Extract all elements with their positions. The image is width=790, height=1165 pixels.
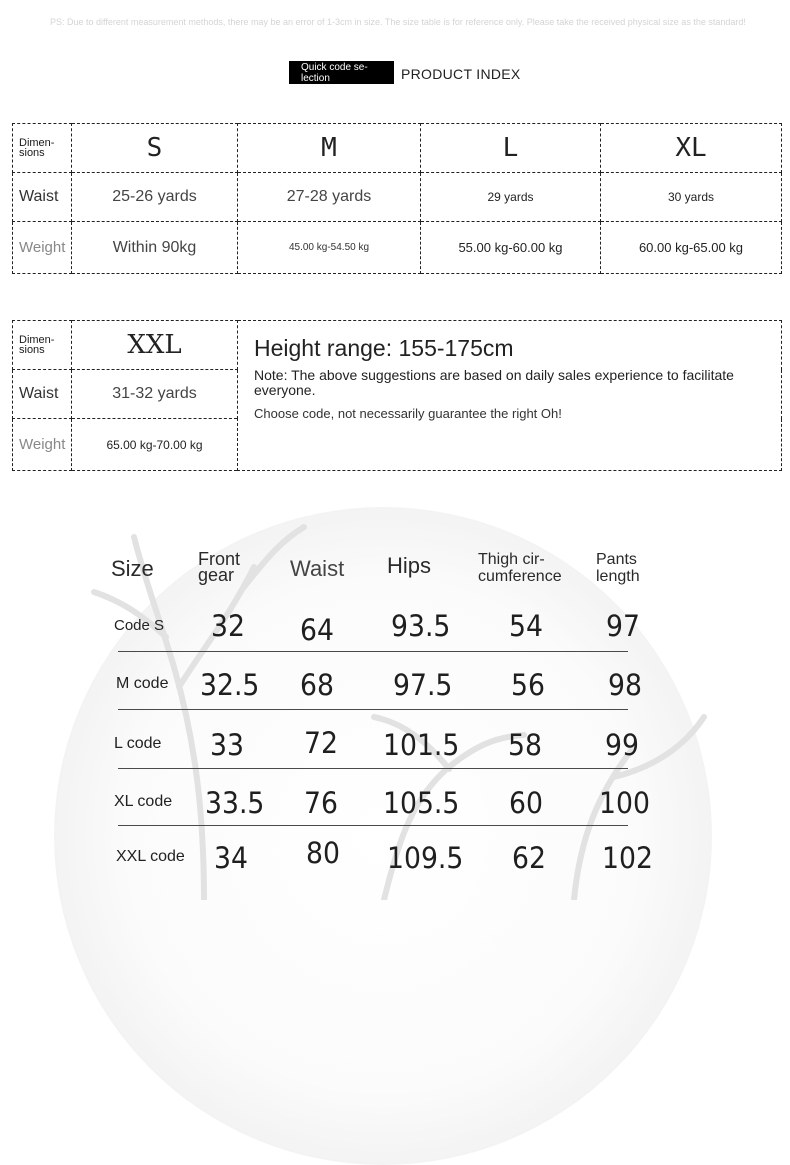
weight-label: Weight xyxy=(13,419,72,471)
product-index-title: PRODUCT INDEX xyxy=(401,66,521,82)
cell-hips-m: 97.5 xyxy=(393,668,453,702)
size-index-table xyxy=(12,123,782,274)
cell-hips-xl: 105.5 xyxy=(383,786,460,820)
height-range: Height range: 155-175cm xyxy=(254,335,514,361)
weight-l: 55.00 kg-60.00 kg xyxy=(421,222,601,274)
dimensions-label: Dimen- sions xyxy=(13,321,72,370)
row-divider xyxy=(118,651,628,652)
fit-disclaimer: Choose code, not necessarily guarantee the right Oh! xyxy=(254,406,562,421)
waist-label: Waist xyxy=(13,370,72,419)
cell-front-l: 33 xyxy=(210,728,244,762)
weight-xxl: 65.00 kg-70.00 kg xyxy=(72,419,238,471)
header-waist: Waist xyxy=(290,556,345,581)
size-m-heading: M xyxy=(238,124,421,173)
cell-thigh-xxl: 62 xyxy=(512,841,546,875)
cell-waist-xxl: 80 xyxy=(306,836,340,870)
waist-s: 25-26 yards xyxy=(72,173,238,222)
size-s-heading: S xyxy=(72,124,238,173)
cell-thigh-m: 56 xyxy=(511,668,545,702)
weight-xl: 60.00 kg-65.00 kg xyxy=(601,222,782,274)
row-label-xl: XL code xyxy=(114,793,173,810)
cell-front-xl: 33.5 xyxy=(205,786,265,820)
cell-hips-l: 101.5 xyxy=(383,728,460,762)
cell-waist-m: 68 xyxy=(300,668,334,702)
cell-length-m: 98 xyxy=(608,668,642,702)
size-note-panel xyxy=(238,321,782,471)
measurement-disclaimer: PS: Due to different measurement methods, there may be an error of 1-3cm in size. The size table is for reference only. Please take the received physical size as the standard! xyxy=(50,17,746,27)
waist-label: Waist xyxy=(13,173,72,222)
waist-xl: 30 yards xyxy=(601,173,782,222)
size-xxl-heading: XXL xyxy=(72,321,238,370)
header-front-gear: Front gear xyxy=(198,549,241,585)
cell-thigh-s: 54 xyxy=(509,609,543,643)
cell-front-m: 32.5 xyxy=(200,668,260,702)
cell-thigh-xl: 60 xyxy=(509,786,543,820)
quick-code-badge: Quick code se- lection xyxy=(289,61,394,84)
cell-front-s: 32 xyxy=(211,609,245,643)
waist-m: 27-28 yards xyxy=(238,173,421,222)
weight-m: 45.00 kg-54.50 kg xyxy=(238,222,421,274)
header-pants-length: Pants length xyxy=(596,551,640,585)
size-xxl-table xyxy=(12,320,782,471)
size-l-heading: L xyxy=(421,124,601,173)
cell-waist-l: 72 xyxy=(304,726,338,760)
header-hips: Hips xyxy=(387,553,432,578)
row-label-xxl: XXL code xyxy=(116,848,185,865)
cell-thigh-l: 58 xyxy=(508,728,542,762)
row-divider xyxy=(118,709,628,710)
waist-xxl: 31-32 yards xyxy=(72,370,238,419)
dimensions-label: Dimen- sions xyxy=(13,124,72,173)
cell-waist-xl: 76 xyxy=(304,786,338,820)
cell-hips-s: 93.5 xyxy=(391,609,451,643)
cell-length-xxl: 102 xyxy=(602,841,653,875)
size-xl-heading: XL xyxy=(601,124,782,173)
sales-note: Note: The above suggestions are based on daily sales experience to facilitate everyone. xyxy=(254,367,734,398)
cell-length-s: 97 xyxy=(606,609,640,643)
cell-length-l: 99 xyxy=(605,728,639,762)
row-divider xyxy=(118,768,628,769)
cell-length-xl: 100 xyxy=(599,786,650,820)
cell-hips-xxl: 109.5 xyxy=(387,841,464,875)
row-label-m: M code xyxy=(116,675,169,692)
waist-l: 29 yards xyxy=(421,173,601,222)
weight-s: Within 90kg xyxy=(72,222,238,274)
cell-waist-s: 64 xyxy=(300,613,334,647)
weight-label: Weight xyxy=(13,222,72,274)
cell-front-xxl: 34 xyxy=(214,841,248,875)
header-thigh-circumference: Thigh cir- cumference xyxy=(478,551,562,585)
header-size: Size xyxy=(111,556,154,581)
row-label-l: L code xyxy=(114,735,162,752)
row-divider xyxy=(118,825,628,826)
row-label-s: Code S xyxy=(114,617,165,634)
